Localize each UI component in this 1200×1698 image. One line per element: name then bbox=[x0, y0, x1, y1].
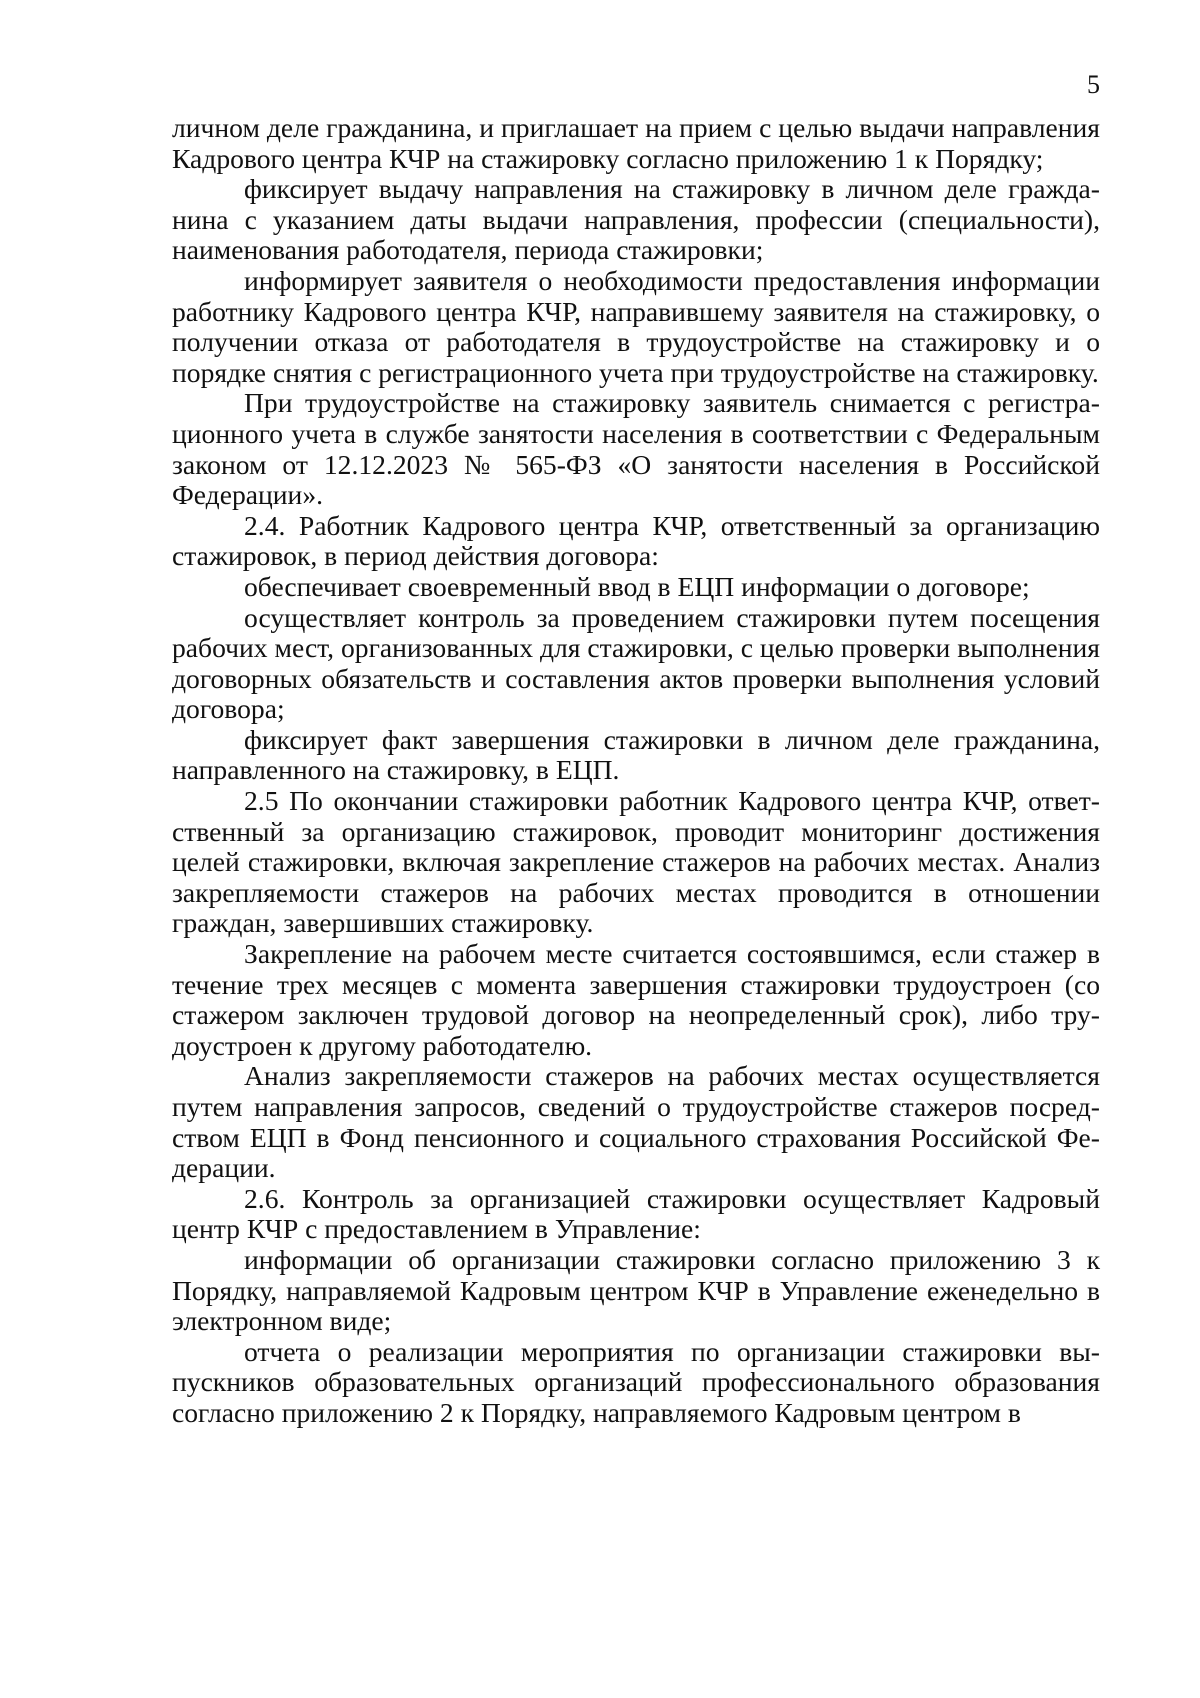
paragraph-report: отчета о реализации мероприятия по организации стажировки выпускников образовательных организаций профессионального образования согласно приложению 2 к Порядку, направляемого Кадровым центром в bbox=[172, 1335, 1100, 1428]
paragraph-weekly-information: информации об организации стажировки согласно приложению 3 к Порядку, направляемой Кадровым центром КЧР в Управление еженедельно в электронном виде; bbox=[172, 1243, 1100, 1337]
paragraph-control-visits: осуществляет контроль за проведением стажировки путем посещения рабочих мест, организованных для стажировки, с целью проверки выполнения договорных обязательств и составления актов проверки выполнения условий договора; bbox=[172, 601, 1100, 725]
paragraph-referral-invitation: личном деле гражданина, и приглашает на прием с целью выдачи направления Кадрового центра КЧР на стажировку согласно приложению 1 к Порядку; bbox=[172, 112, 1100, 174]
document-body bbox=[172, 113, 1100, 1429]
paragraph-record-completion: фиксирует факт завершения стажировки в личном деле гражданина, направленного на стажировку, в ЕЦП. bbox=[172, 723, 1100, 786]
page-number: 5 bbox=[1087, 70, 1100, 99]
paragraph-retention-criteria: Закрепление на рабочем месте считается состоявшимся, если стажер в течение трех месяцев с момента завершения стажировки трудоустроен (со стажером заключен трудовой договор на неопределенный срок), либо трудоустроен к другому работодателю. bbox=[172, 938, 1100, 1061]
paragraph-timely-input: обеспечивает своевременный ввод в ЕЦП информации о договоре; bbox=[244, 570, 1030, 602]
paragraph-section-2-4: 2.4. Работник Кадрового центра КЧР, ответственный за организацию стажировок, в период действия договора: bbox=[172, 509, 1100, 572]
paragraph-retention-analysis: Анализ закрепляемости стажеров на рабочих местах осуществляется путем направления запросов, сведений о трудоустройстве стажеров посредством ЕЦП в Фонд пенсионного и социального страхования Российской Федерации. bbox=[172, 1060, 1100, 1184]
paragraph-section-2-5: 2.5 По окончании стажировки работник Кадрового центра КЧР, ответственный за организацию стажировок, проводит мониторинг достижения целей стажировки, включая закрепление стажеров на рабочих местах. Анализ закрепляемости стажеров на рабочих местах проводится в отношении граждан, завершивших стажировку. bbox=[172, 785, 1100, 939]
paragraph-inform-applicant: информирует заявителя о необходимости предоставления информации работнику Кадрового центра КЧР, направившему заявителя на стажировку, о получении отказа от работодателя в трудоустройстве на стажировку и о порядке снятия с регистрационного учета при трудоустройстве на стажировку. bbox=[172, 264, 1100, 388]
paragraph-section-2-6: 2.6. Контроль за организацией стажировки осуществляет Кадровый центр КЧР с предоставлением в Управление: bbox=[172, 1182, 1100, 1245]
paragraph-deregistration: При трудоустройстве на стажировку заявитель снимается с регистрационного учета в службе занятости населения в соответствии с Федеральным законом от 12.12.2023 № 565-ФЗ «О занятости населения в Российской Федерации». bbox=[172, 387, 1100, 511]
paragraph-record-referral: фиксирует выдачу направления на стажировку в личном деле гражданина с указанием даты выдачи направления, профессии (специальности), наименования работодателя, периода стажировки; bbox=[172, 173, 1100, 266]
